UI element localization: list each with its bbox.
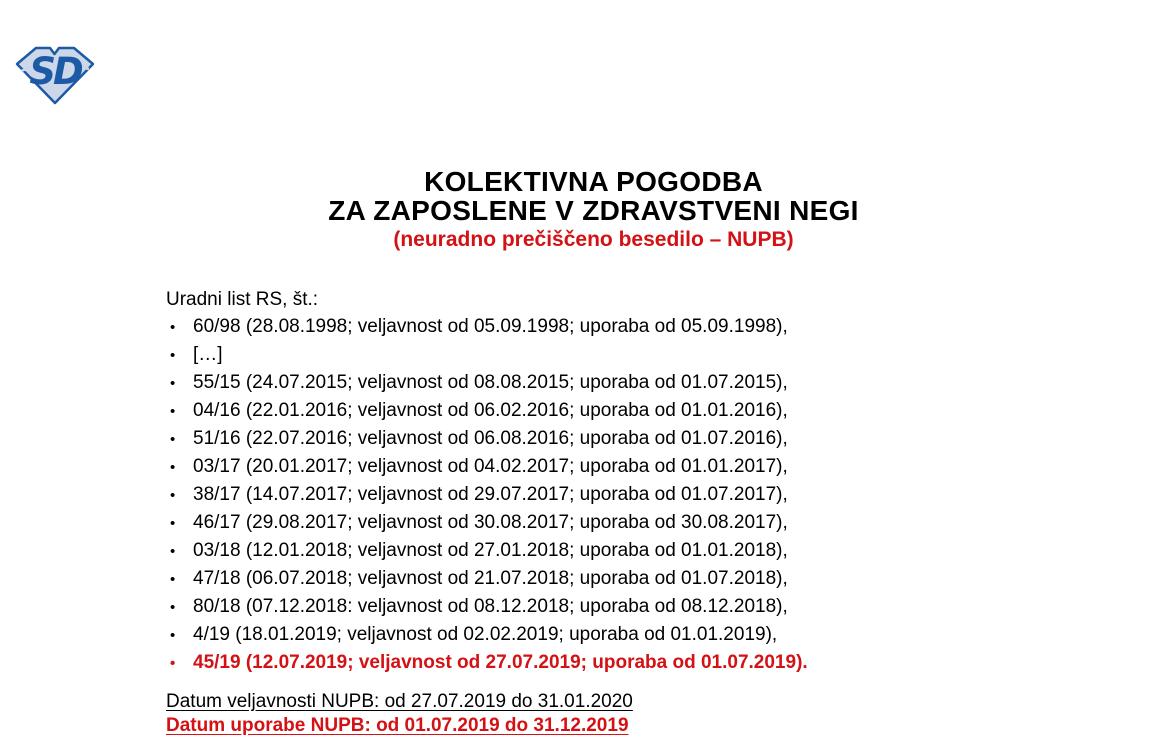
document-footer: [166, 690, 633, 738]
list-item: [166, 481, 808, 509]
list-item-text: 46/17 (29.08.2017; veljavnost od 30.08.2017; uporaba od 30.08.2017),: [193, 512, 788, 533]
shield-logo-icon: [14, 44, 96, 106]
bullet-icon: •: [170, 459, 176, 476]
list-item: [166, 537, 808, 565]
bullet-icon: •: [170, 347, 176, 364]
bullet-icon: •: [170, 571, 176, 588]
list-item: [166, 593, 808, 621]
bullet-icon: •: [170, 487, 176, 504]
list-item-text: 03/17 (20.01.2017; veljavnost od 04.02.2017; uporaba od 01.01.2017),: [193, 456, 788, 477]
validity-date-line: Datum veljavnosti NUPB: od 27.07.2019 do 31.01.2020: [166, 691, 633, 712]
list-item-text: 04/16 (22.01.2016; veljavnost od 06.02.2016; uporaba od 01.01.2016),: [193, 400, 788, 421]
gazette-list-section: [166, 286, 808, 677]
document-title-line2: ZA ZAPOSLENE V ZDRAVSTVENI NEGI: [328, 195, 859, 226]
usage-date-line: Datum uporabe NUPB: od 01.07.2019 do 31.12.2019: [166, 715, 629, 736]
list-item: [166, 509, 808, 537]
document-subtitle: (neuradno prečiščeno besedilo – NUPB): [393, 228, 794, 251]
list-item: [166, 565, 808, 593]
list-item: [166, 397, 808, 425]
list-item: [166, 369, 808, 397]
list-item-highlighted: [166, 649, 808, 677]
bullet-icon: •: [170, 599, 176, 616]
list-item: [166, 341, 808, 369]
bullet-icon: •: [170, 543, 176, 560]
bullet-icon: •: [170, 375, 176, 392]
bullet-icon: •: [170, 431, 176, 448]
union-logo: [14, 44, 96, 106]
document-title-line1: KOLEKTIVNA POGODBA: [424, 166, 763, 197]
list-item: [166, 425, 808, 453]
list-item-text: 4/19 (18.01.2019; veljavnost od 02.02.2019; uporaba od 01.01.2019),: [193, 624, 778, 645]
list-item-text: 55/15 (24.07.2015; veljavnost od 08.08.2015; uporaba od 01.07.2015),: [193, 372, 788, 393]
bullet-icon: •: [170, 403, 176, 420]
list-item: [166, 313, 808, 341]
logo-letters: SD: [29, 50, 81, 93]
list-item-text: 47/18 (06.07.2018; veljavnost od 21.07.2018; uporaba od 01.07.2018),: [193, 568, 788, 589]
list-item-text: 80/18 (07.12.2018: veljavnost od 08.12.2018; uporaba od 08.12.2018),: [193, 596, 788, 617]
bullet-icon: •: [170, 627, 176, 644]
list-item-text: 45/19 (12.07.2019; veljavnost od 27.07.2019; uporaba od 01.07.2019).: [193, 652, 808, 673]
document-header: [30, 167, 1157, 254]
bullet-icon: •: [170, 515, 176, 532]
gazette-list-heading: Uradni list RS, št.:: [166, 289, 319, 310]
bullet-icon: •: [170, 319, 176, 336]
bullet-icon: •: [170, 655, 176, 672]
list-item-text: 51/16 (22.07.2016; veljavnost od 06.08.2016; uporaba od 01.07.2016),: [193, 428, 788, 449]
list-item-text: […]: [193, 344, 223, 365]
list-item-text: 03/18 (12.01.2018; veljavnost od 27.01.2018; uporaba od 01.01.2018),: [193, 540, 788, 561]
list-item-text: 38/17 (14.07.2017; veljavnost od 29.07.2017; uporaba od 01.07.2017),: [193, 484, 788, 505]
list-item: [166, 453, 808, 481]
list-item: [166, 621, 808, 649]
list-item-text: 60/98 (28.08.1998; veljavnost od 05.09.1998; uporaba od 05.09.1998),: [193, 316, 788, 337]
